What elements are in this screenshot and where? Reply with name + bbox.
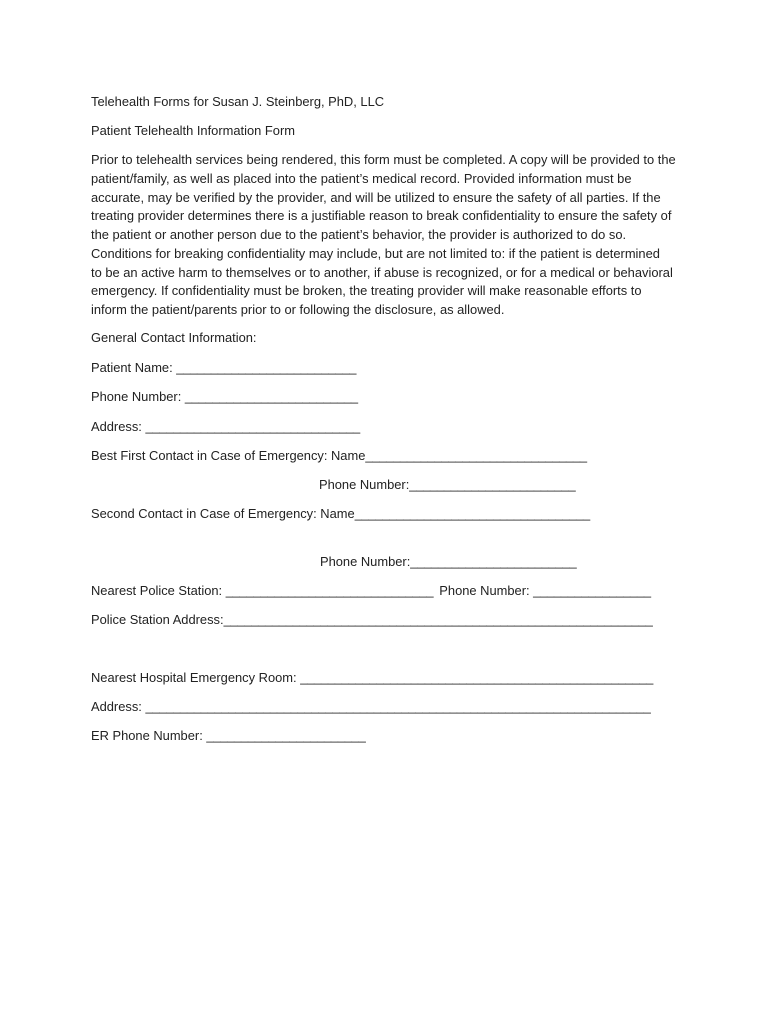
- police-station-row: [91, 581, 651, 600]
- first-emergency-contact-label: Best First Contact in Case of Emergency: Name: [91, 448, 366, 463]
- police-station-field[interactable]: ______________________________: [225, 583, 434, 598]
- form-title: Patient Telehealth Information Form: [91, 123, 295, 138]
- police-station-address-row: [91, 610, 653, 629]
- intro-line: the patient or another person due to the patient’s behavior, the provider is authorized to do so.: [91, 227, 627, 242]
- second-emergency-contact-row: [91, 504, 590, 523]
- hospital-address-row: [91, 697, 651, 716]
- address-label: Address:: [91, 419, 146, 434]
- first-emergency-contact-name-field[interactable]: ________________________________: [365, 448, 587, 463]
- intro-line: emergency. If confidentiality must be broken, the treating provider will make reasonable efforts to: [91, 283, 642, 298]
- intro-line: Prior to telehealth services being rendered, this form must be completed. A copy will be provided to the: [91, 152, 676, 167]
- intro-line: to be an active harm to themselves or to another, if abuse is recognized, or for a medical or behavioral: [91, 265, 673, 280]
- hospital-er-row: [91, 668, 653, 687]
- second-emergency-phone-label: Phone Number:: [320, 554, 411, 569]
- intro-line: treating provider determines there is a justifiable reason to break confidentiality to ensure the safety of: [91, 208, 672, 223]
- second-emergency-contact-label: Second Contact in Case of Emergency: Name: [91, 506, 355, 521]
- police-station-label: Nearest Police Station:: [91, 583, 226, 598]
- phone-number-field[interactable]: _________________________: [184, 389, 358, 404]
- document-header: Telehealth Forms for Susan J. Steinberg, PhD, LLC: [91, 94, 385, 109]
- patient-name-row: [91, 358, 356, 377]
- first-emergency-phone-row: [319, 475, 575, 494]
- hospital-address-label: Address:: [91, 699, 146, 714]
- er-phone-label: ER Phone Number:: [91, 728, 207, 743]
- police-phone-label: Phone Number:: [439, 583, 534, 598]
- second-emergency-phone-field[interactable]: ________________________: [410, 554, 577, 569]
- patient-name-field[interactable]: __________________________: [176, 360, 357, 375]
- phone-number-label: Phone Number:: [91, 389, 185, 404]
- police-phone-field[interactable]: _________________: [533, 583, 651, 598]
- address-row: [91, 417, 360, 436]
- hospital-er-field[interactable]: ___________________________________________________: [300, 670, 654, 685]
- second-emergency-phone-row: [320, 552, 576, 571]
- first-emergency-phone-label: Phone Number:: [319, 477, 410, 492]
- er-phone-row: [91, 726, 366, 745]
- police-station-address-field[interactable]: ______________________________________________________________: [223, 612, 653, 627]
- second-emergency-contact-name-field[interactable]: __________________________________: [354, 506, 590, 521]
- hospital-er-label: Nearest Hospital Emergency Room:: [91, 670, 301, 685]
- address-field[interactable]: _______________________________: [145, 419, 360, 434]
- intro-line: patient/family, as well as placed into the patient’s medical record. Provided information must be: [91, 171, 632, 186]
- first-emergency-contact-row: [91, 446, 587, 465]
- intro-line: inform the patient/parents prior to or following the disclosure, as allowed.: [91, 302, 505, 317]
- first-emergency-phone-field[interactable]: ________________________: [409, 477, 576, 492]
- patient-name-label: Patient Name:: [91, 360, 177, 375]
- intro-line: Conditions for breaking confidentiality may include, but are not limited to: if the patient is determined: [91, 246, 660, 261]
- er-phone-field[interactable]: _______________________: [206, 728, 366, 743]
- intro-line: accurate, may be verified by the provider, and will be utilized to ensure the safety of all parties. If the: [91, 190, 661, 205]
- hospital-address-field[interactable]: _________________________________________________________________________: [145, 699, 651, 714]
- police-station-address-label: Police Station Address:: [91, 612, 224, 627]
- section-heading: General Contact Information:: [91, 330, 257, 345]
- phone-number-row: [91, 387, 358, 406]
